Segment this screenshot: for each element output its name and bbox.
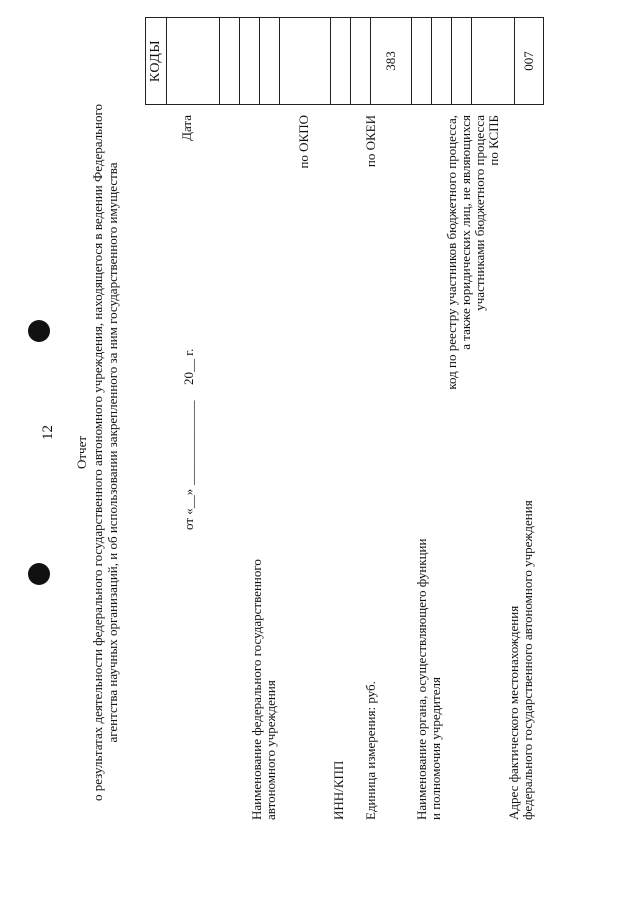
- institution-name-label-line2: автономного учреждения: [263, 680, 278, 820]
- kspb-code-cell: 007: [515, 18, 544, 105]
- okei-label: по ОКЕИ: [363, 115, 378, 168]
- inn-kpp-label: ИНН/КПП: [331, 760, 346, 820]
- code-cell-4[interactable]: [260, 18, 280, 105]
- institution-name-label-line1: Наименование федерального государственного: [249, 559, 264, 820]
- okpo-code-cell[interactable]: [280, 18, 331, 105]
- code-cell-6[interactable]: [331, 18, 351, 105]
- address-label-line1: Адрес фактического местонахождения: [506, 605, 521, 820]
- okpo-label: по ОКПО: [296, 115, 311, 169]
- report-title: Отчет: [74, 435, 89, 470]
- page-number: 12: [40, 425, 56, 440]
- founder-label-line2: и полномочия учредителя: [428, 677, 443, 820]
- founder-label-line1: Наименование органа, осуществляющего функции: [414, 538, 429, 820]
- code-cell-2[interactable]: [220, 18, 240, 105]
- code-cell-3[interactable]: [240, 18, 260, 105]
- registry-code-cell[interactable]: [472, 18, 515, 105]
- code-cell-11[interactable]: [452, 18, 472, 105]
- code-cell-9[interactable]: [412, 18, 432, 105]
- date-prefix: от «__»: [181, 488, 196, 530]
- address-label-line2: федерального государственного автономного учреждения: [520, 500, 535, 820]
- registry-line2: а также юридических лиц, не являющихся: [458, 115, 473, 350]
- date-year: 20__ г.: [181, 348, 196, 385]
- unit-label: Единица измерения: руб.: [363, 681, 378, 820]
- report-subtitle-line1: о результатах деятельности федерального государственного автономного учреждения, находящегося в ведении Федерального: [90, 103, 105, 802]
- kspb-label: по КСПБ: [486, 115, 501, 166]
- report-subtitle-line2: агентства научных организаций, и об использовании закрепленного за ним государственного имущества: [105, 162, 120, 743]
- registry-line1: код по реестру участников бюджетного процесса,: [444, 115, 459, 390]
- code-cell-10[interactable]: [432, 18, 452, 105]
- date-label: Дата: [179, 115, 194, 141]
- date-code-cell[interactable]: [167, 18, 220, 105]
- codes-header: КОДЫ: [146, 18, 167, 105]
- okei-code-cell: 383: [371, 18, 412, 105]
- date-blank[interactable]: _____________: [181, 400, 196, 485]
- registry-line3: участниками бюджетного процесса: [472, 115, 487, 311]
- codes-table: [145, 17, 544, 105]
- code-cell-7[interactable]: [351, 18, 371, 105]
